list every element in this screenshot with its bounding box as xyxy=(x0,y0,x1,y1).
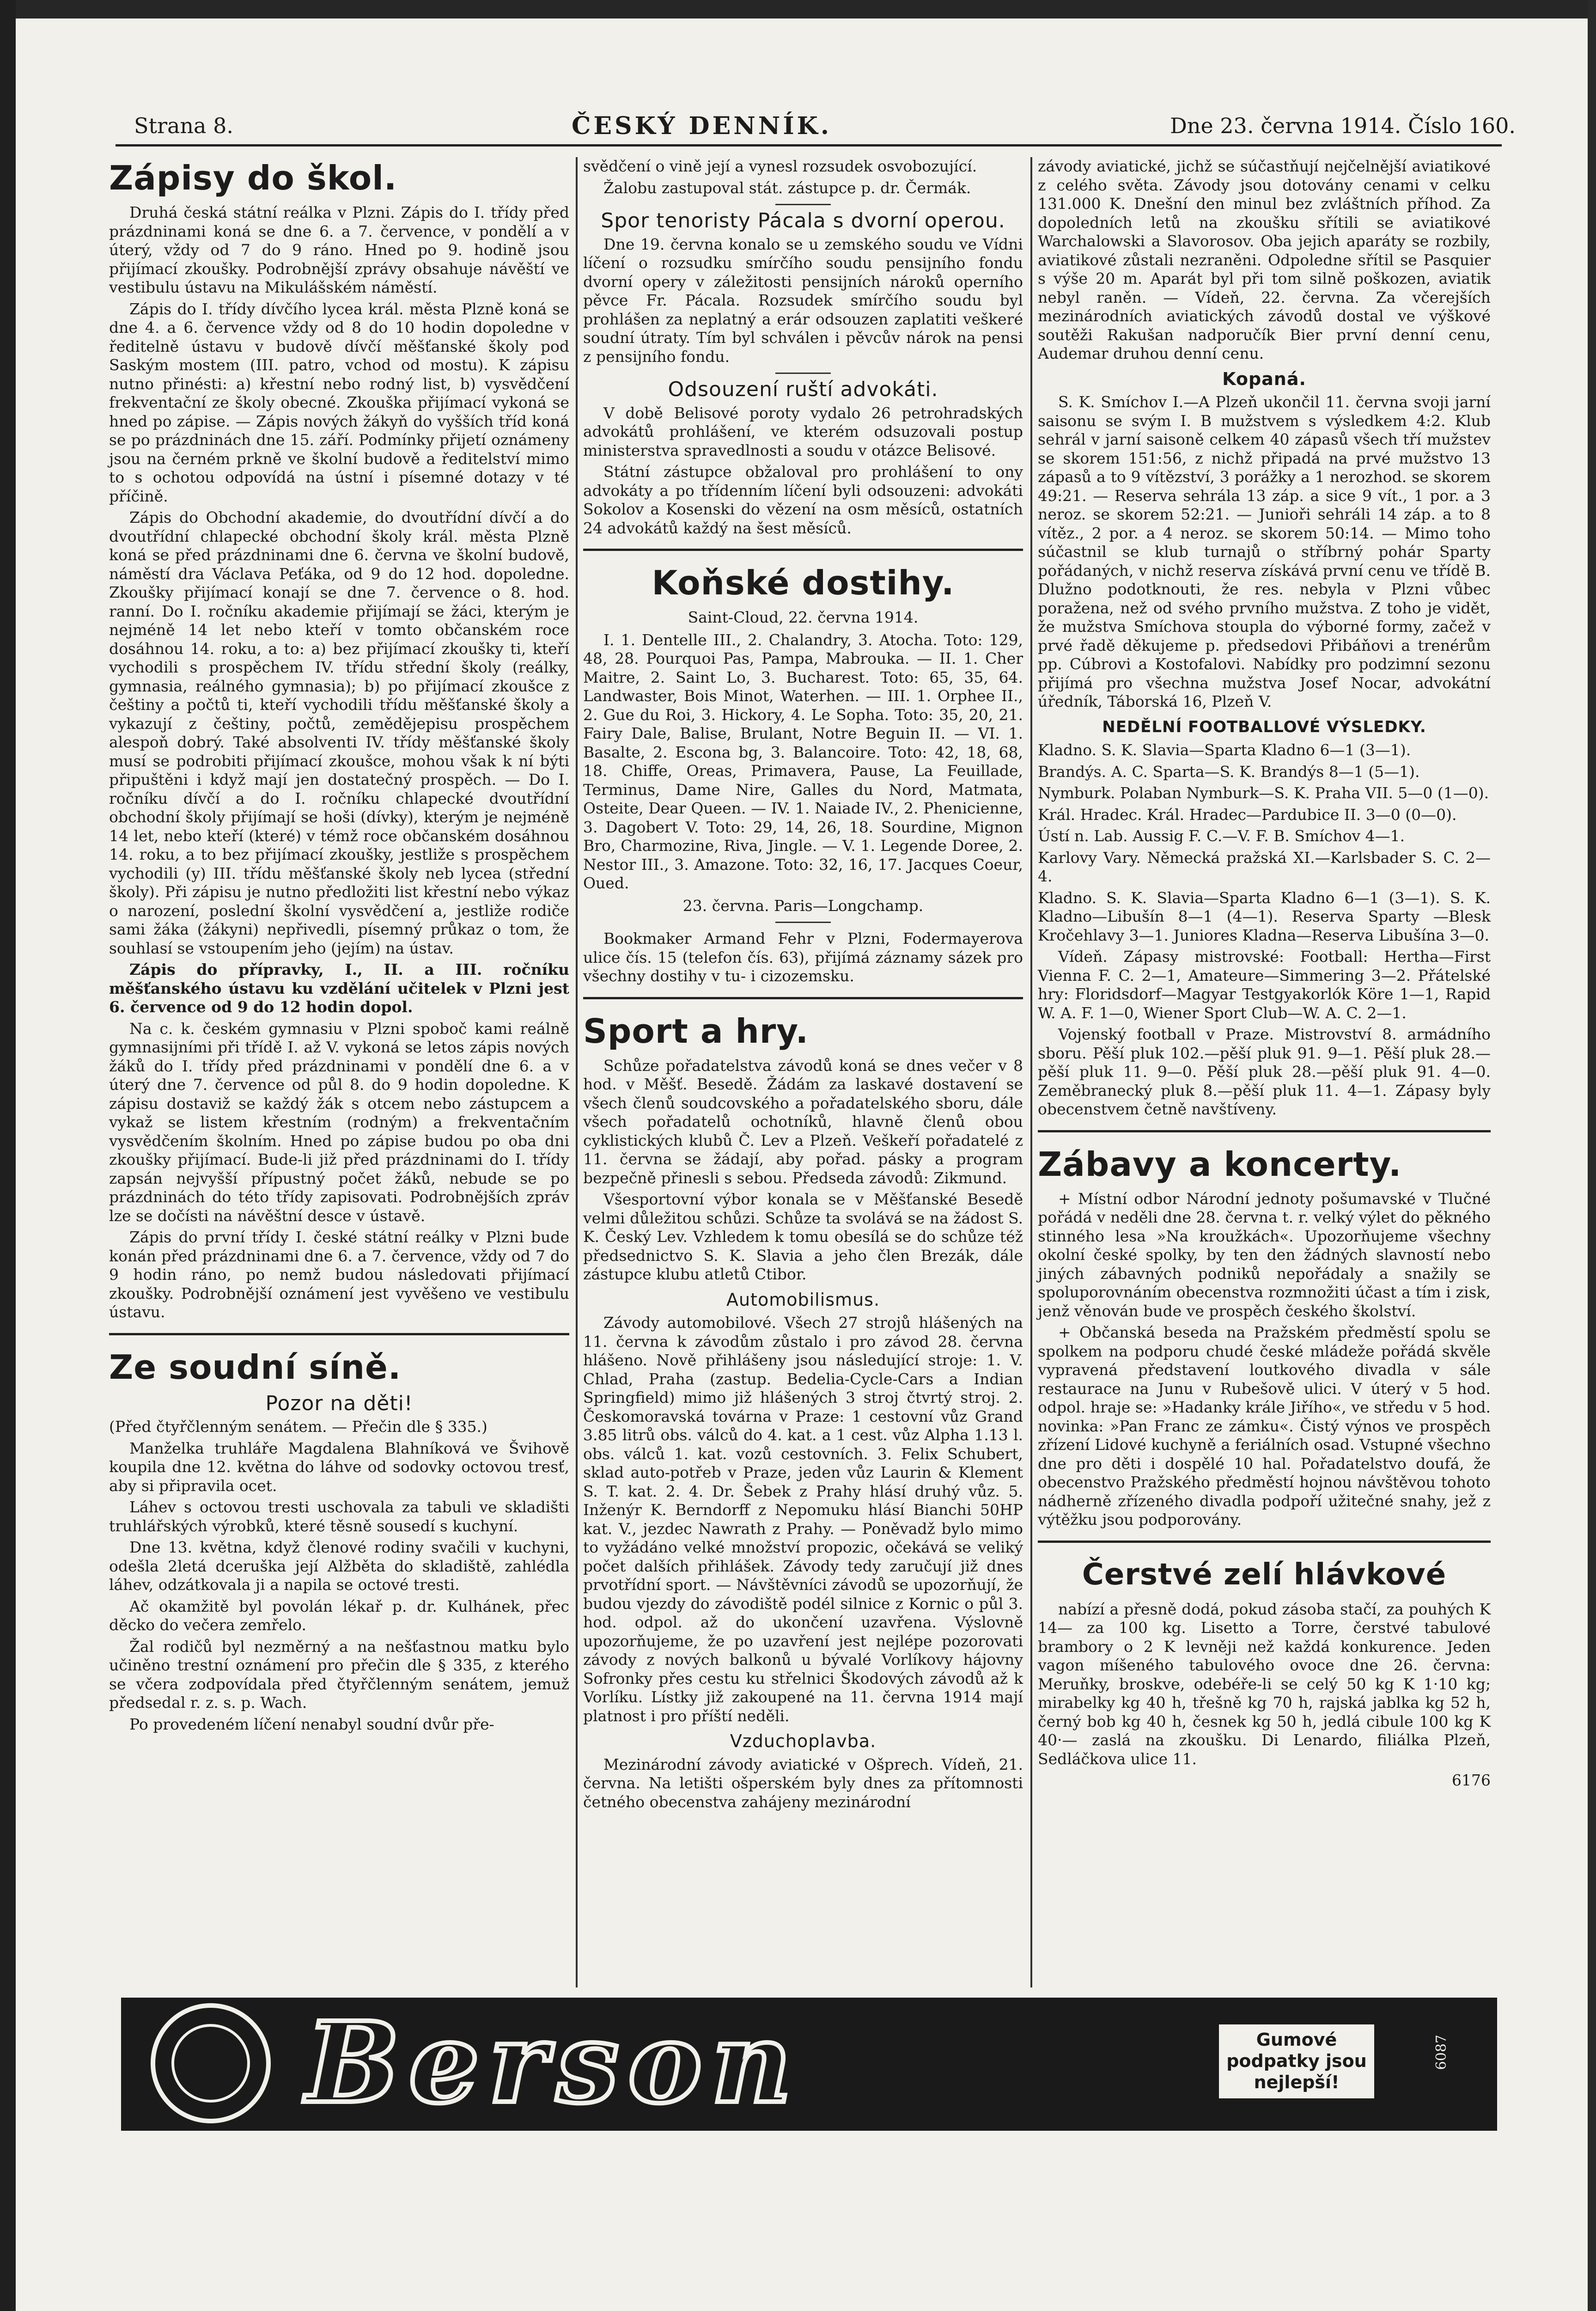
article-paragraph: závody aviatické, jichž se súčastňují nejčelnější aviatikové z celého světa. Závody jsou dotovány cenami v celku 131.000 K. Dnešní den minul bez zvláštních příhod. Za dopoledních letů na zkoušku sřítili se aviatikové Warchalowski a Slavorosov. Oba jejich aparáty se rozbily, aviatikové zůstali nezraněni. Odpoledne sřítil se Pasquier s výše 20 m. Aparát byl při tom silně poškozen, aviatik nebyl raněn. — Vídeň, 22. června. Za včerejších mezinárodních aviatických závodů dostal ve výškové soutěži Rakušan nadporučík Bier první denní cenu, Audemar druhou denní cenu. xyxy=(1038,157,1491,362)
berson-advertisement xyxy=(121,1998,1497,2131)
article-paragraph: Zápis do první třídy I. české státní reálky v Plzni bude konán před prázdninami dne 6. a 7. července, vždy od 7 do 9 hodin ráno, po nemž budou následovati přijímací zkoušky. Podrobnější oznámení jest vyvěšeno ve vestibulu ústavu. xyxy=(109,1228,569,1321)
race-place: Saint-Cloud, 22. června 1914. xyxy=(688,608,919,626)
result-line: Ústí n. Lab. Aussig F. C.—V. F. B. Smíchov 4—1. xyxy=(1038,827,1405,845)
article-paragraph: nabízí a přesně dodá, pokud zásoba stačí, za pouhých K 14— za 100 kg. Lisetto a Torre, čerstvé tabulové brambory o 2 K levněji než každá konkurence. Jeden vagon míšeného tabulového ovoce dne 26. června: Meruňky, broskve, odebéře-li se celý 50 kg K 1·10 kg; mirabelky kg 40 h, třešně kg 70 h, rajská jablka kg 52 h, černý bob kg 40 h, česnek kg 50 h, jedlá cibule 100 kg K 40·— zaslá na zkoušku. Di Lenardo, filiálka Plzeň, Sedláčkova ulice 11. xyxy=(1038,1600,1491,1768)
short-rule xyxy=(775,373,831,374)
article-paragraph: Mezinárodní závody aviatické v Ošprech. Vídeň, 21. června. Na letišti ošperském byly dnes za přítomnosti četného obecenstva zahájeny mezinárodní xyxy=(583,1755,1023,1811)
article-paragraph: Závody automobilové. Všech 27 strojů hlášených na 11. června k závodům zůstalo i pro závod 28. června hlášeno. Nově přihlášeny jsou následující stroje: 1. V. Chlad, Praha (zastup. Bedelia-Cycle-Cars a Indian Springfield) mimo již hlášených 3 stroj čtvrtý stroj. 2. Českomoravská továrna v Praze: 1 cestovní vůz Grand 3.85 litrů obs. válců do 4. kat. a 1 cest. vůz Alpha 1.13 l. obs. válců 1. kat. vozů cestovních. 3. Felix Schubert, sklad auto-potřeb v Praze, jeden vůz Laurin & Klement S. T. kat. 2. 4. Dr. Šebek z Prahy hlásí druhý vůz. 5. Inženýr K. Berndorff z Nepomuku hlásí Bianchi 50HP kat. V., jezdec Nawrath z Prahy. — Poněvadž bylo mimo to vyžádáno velké množství propozic, očekává se veliký počet dalších přihlášek. Závody tedy zaručují již dnes prvotřídní sport. — Návštěvníci závodů se upozorňují, že budou vjezdy do závodiště podél silnice z Kornic o půl 3. hod. odpol. až do ukončení uzavřena. Výslovně upozorňujeme, že po uzavření jest nejlépe pozorovati závody z nových balkonů u bývalé Vorlíkovy hájovny Sofronky přes cestu ku střelnici Škodových závodů až k Vorlíku. Lístky již zakoupené na 11. června 1914 mají platnost i pro příští neděli. xyxy=(583,1314,1023,1725)
ad-code: 6176 xyxy=(1452,1771,1491,1789)
subheading-vzducho: Vzduchoplavba. xyxy=(730,1731,877,1751)
issue-number: Číslo 160. xyxy=(1408,113,1516,138)
column-rule-2 xyxy=(1030,157,1032,1987)
heading-zeli: Čerstvé zelí hlávkové xyxy=(1082,1557,1447,1592)
article-paragraph: S. K. Smíchov I.—A Plzeň ukončil 11. června svoji jarní saisonu se svým I. B mužstvem s výsledkem 4:2. Klub sehrál v jarní saisoně celkem 40 zápasů všech tří mužstev se skorem 151:56, z nichž připadá na prvé mužstvo 13 zápasů a to 9 vítězství, 3 porážky a 1 nerozhod. se skorem 49:21. — Reserva sehrála 13 záp. a sice 9 vít., 1 por. a 3 neroz. se skorem 52:21. — Junioři sehráli 14 záp. a to 8 vítěz., 2 por. a 4 neroz. se skorem 50:14. — Mimo toho súčastnil se klub turnajů o stříbrný pohár Sparty pořádaných, v nichž reserva získává první cenu ve třídě B. Dlužno podotknouti, že res. nebyla v Plzni vůbec poražena, než od svého prvního mužstva. Z toho je vidět, že mužstva Smíchova stoupla do výborné formy, začež v prvé řadě děkujeme p. předsedovi Přibáňovi a trenérům pp. Cúbrovi a Kostofalovi. Nabídky pro podzimní sezonu přijímá pro všechna mužstva Josef Nocar, advokátní úředník, Táborská 16, Plzeň V. xyxy=(1038,393,1491,710)
heading-zabavy: Zábavy a koncerty. xyxy=(1038,1144,1402,1184)
ad-slogan: Gumové podpatky jsou nejlepší! xyxy=(1219,2024,1374,2098)
result-line: Karlovy Vary. Německá pražská XI.—Karlsbader S. C. 2—4. xyxy=(1038,848,1491,885)
article-paragraph: (Před čtyřčlenným senátem. — Přečin dle § 335.) xyxy=(109,1418,487,1436)
article-paragraph: Žalobu zastupoval stát. zástupce p. dr. Čermák. xyxy=(603,178,971,197)
section-rule xyxy=(109,1333,569,1335)
article-paragraph: V době Belisové poroty vydalo 26 petrohradských advokátů prohlášení, ve kterém odsuzovali postup ministerstva spravedlnosti a soudu v otázce Belisové. xyxy=(583,404,1023,459)
article-paragraph: Druhá česká státní reálka v Plzni. Zápis do I. třídy před prázdninami koná se dne 6. a 7. července, v pondělí a v úterý, vždy od 7 do 9 ráno. Hned po 9. hodině jsou přijímací zkoušky. Podrobnější zprávy obsahuje návěští ve vestibulu ústavu na Mikulášském náměstí. xyxy=(109,203,569,296)
scan-border-left xyxy=(0,0,16,2311)
section-rule xyxy=(1038,1541,1491,1543)
subheading-spor: Spor tenoristy Pácala s dvorní operou. xyxy=(601,209,1005,232)
article-paragraph: + Místní odbor Národní jednoty pošumavské v Tlučné pořádá v neděli dne 28. června t. r. velký výlet do pěkného stinného lesa »Na kroužkách«. Upozorňujeme všechny okolní české spolky, by ten den žádných slavností nebo jiných zábavných podniků nepořádaly a snažily se spoluporovnáním obecenstva rozmnožiti účast a tím i zisk, jenž věnován bude ve prospěch českého školství. xyxy=(1038,1189,1491,1320)
result-line: Kladno. S. K. Slavia—Sparta Kladno 6—1 (3—1). S. K. Kladno—Libušín 8—1 (4—1). Reserva Sparty —Blesk Kročehlavy 3—1. Juniores Kladna—Reserva Libušína 3—0. xyxy=(1038,888,1491,944)
ad-code-vertical: 6087 xyxy=(1433,2035,1450,2070)
article-paragraph: I. 1. Dentelle III., 2. Chalandry, 3. Atocha. Toto: 129, 48, 28. Pourquoi Pas, Pampa, Mabrouka. — II. 1. Cher Maitre, 2. Saint Lo, 3. Bucharest. Toto: 65, 35, 64. Landwaster, Bois Minot, Waterhen. — III. 1. Orphee II., 2. Gue du Roi, 3. Hickory, 4. Le Sopha. Toto: 35, 20, 21. Fairy Dale, Balise, Brulant, Notre Beguin II. — VI. 1. Basalte, 2. Escona bg, 3. Balancoire. Toto: 42, 18, 68, 18. Chiffe, Oreas, Primavera, Pause, La Feuillade, Terminus, Dame Nire, Galles du Nord, Matmata, Osteite, Dear Queen. — IV. 1. Naiade IV., 2. Phenicienne, 3. Dagobert V. Toto: 29, 14, 26, 18. Sourdine, Mignon Bro, Charmozine, Riva, Jingle. — V. 1. Legende Doree, 2. Nestor III., 3. Amazone. Toto: 32, 16, 17. Jacques Coeur, Oued. xyxy=(583,630,1023,892)
article-paragraph: Zápis do I. třídy dívčího lycea král. města Plzně koná se dne 4. a 6. července vždy od 8 do 10 hodin dopoledne v ředitelně ústavu v budově dívčí měšťanské školy pod Saským mostem (III. patro, vchod od mostu). K zápisu nutno přinésti: a) křestní nebo rodný list, b) vysvědčení frekventační ze školy obecné. Zkouška přijímací vykoná se hned po zápise. — Zápis nových žákyň do vyšších tříd koná se po prázdninách dne 15. září. Podmínky přijetí oznámeny jsou na černém prkně ve školní budově a ředitelství mimo to s ochotou odpovídá na ústní i písemné dotazy v té příčině. xyxy=(109,300,569,505)
stamp-inner-ring xyxy=(171,2024,250,2103)
ad-brand-name: Berson xyxy=(306,1998,801,2128)
scan-border-top xyxy=(0,0,1596,18)
result-line: Král. Hradec. Král. Hradec—Pardubice II. 3—0 (0—0). xyxy=(1038,805,1457,824)
result-line: Kladno. S. K. Slavia—Sparta Kladno 6—1 (3—1). xyxy=(1038,741,1411,759)
result-line: Nymburk. Polaban Nymburk—S. K. Praha VII. 5—0 (1—0). xyxy=(1038,784,1489,802)
subheading-pozor: Pozor na děti! xyxy=(265,1391,413,1415)
column-1 xyxy=(109,157,569,1736)
article-paragraph: Vídeň. Zápasy mistrovské: Football: Hertha—First Vienna F. C. 2—1, Amateure—Simmering 3—2. Přátelské hry: Floridsdorf—Magyar Testgyakorlók Köre 1—1, Rapid W. A. F. 1—0, Wiener Sport Club—W. A. C. 2—1. xyxy=(1038,948,1491,1022)
article-paragraph: Manželka truhláře Magdalena Blahníková ve Švihově koupila dne 12. května do láhve od sodovky octovou tresť, aby si připravila ocet. xyxy=(109,1439,569,1495)
article-paragraph: Dne 13. května, když členové rodiny svačili v kuchyni, odešla 2letá dceruška její Alžběta do skladiště, zahlédla láhev, odzátkovala ji a napila se octové tresti. xyxy=(109,1538,569,1594)
article-paragraph: svědčení o vině její a vynesl rozsudek osvobozující. xyxy=(583,157,977,175)
article-paragraph: Žal rodičů byl nezměrný a na nešťastnou matku bylo učiněno trestní oznámení pro přečin dle § 335, z kterého se včera zodpovídala před čtyřčlenným senátem, jemuž předsedal r. z. s. p. Wach. xyxy=(109,1637,569,1712)
page-number: Strana 8. xyxy=(134,113,233,138)
article-paragraph: Dne 19. června konalo se u zemského soudu ve Vídni líčení o rozsudku smírčího soudu pensijního fondu dvorní opery v záležitosti pensijních nároků operního pěvce Fr. Pácala. Rozsudek smírčího soudu byl prohlášen za neplatný a erár odsouzen zaplatiti veškeré soudní útraty. Tím byl schválen i pěvcův nárok na pensi z pensijního fondu. xyxy=(583,235,1023,366)
article-paragraph: Státní zástupce obžaloval pro prohlášení to ony advokáty a po třídenním líčení byli odsouzeni: advokáti Sokolov a Kosenski do vězení na osm měsíců, ostatních 24 advokátů každý na šest měsíců. xyxy=(583,463,1023,537)
article-paragraph: Bookmaker Armand Fehr v Plzni, Fodermayerova ulice čís. 15 (telefon čís. 63), přijímá záznamy sázek pro všechny dostihy v tu- i cizozemsku. xyxy=(583,929,1023,985)
article-paragraph: Zápis do Obchodní akademie, do dvoutřídní dívčí a do dvoutřídní chlapecké obchodní školy král. města Plzně koná se před prázdninami dne 6. června ve školní budově, náměstí dra Václava Peťáka, od 9 do 12 hod. dopoledne. Zkoušky přijímací konají se dne 7. července o 8. hod. ranní. Do I. ročníku akademie přijímají se žáci, kterým je nejméně 14 let nebo kteří v tomto občanském roce dosáhnou 14. roku, a to: a) bez přijímací zkoušky ti, kteří vychodili s prospěchem IV. třídu střední školy (reálky, gymnasia, reálného gymnasia); b) po přijímací zkoušce z češtiny a počtů ti, kteří vychodili třídu měšťanské školy a vykazují z češtiny, počtů, zemědějepisu prospěchem alespoň dobrý. Také absolventi IV. třídy měšťanské školy musí se podrobiti přijímací zkoušce, mohou však k ní býti připuštěni i když mají jen dostatečný prospěch. — Do I. ročníku dívčí a do I. ročníku chlapecké dvoutřídní obchodní školy přijímají se hoši (dívky), kterým je nejméně 14 let, nebo kteří (které) v témž roce občanském dosáhnou 14. roku, a to bez přijímací zkoušky, jestliže s prospěchem vychodili (y) III. třídu měšťanské školy neb lycea (střední školy). Při zápisu je nutno předložiti list křestní nebo výkaz o narození, poslední školní vysvědčení a, jestliže rodiče sami žáka (žákyni) nepřivedli, písemný průkaz o tom, že souhlasí se vstoupením jeho (jejím) na ústav. xyxy=(109,508,569,957)
header-rule xyxy=(116,144,1502,147)
subheading-football-results: NEDĚLNÍ FOOTBALLOVÉ VÝSLEDKY. xyxy=(1102,717,1426,736)
article-paragraph: Vojenský football v Praze. Mistrovství 8. armádního sboru. Pěší pluk 102.—pěší pluk 91. 9—1. Pěší pluk 28.—pěší pluk 11. 9—0. Pěší pluk 28.—pěší pluk 91. 4—0. Zeměbranecký pluk 8.—pěší pluk 11. 4—1. Zápasy byly obecenstvem četně navštíveny. xyxy=(1038,1025,1491,1118)
column-2 xyxy=(583,157,1023,1814)
column-3 xyxy=(1038,157,1491,1790)
section-rule xyxy=(583,997,1023,999)
issue-info xyxy=(1170,113,1516,138)
article-paragraph: Ač okamžitě byl povolán lékař p. dr. Kulhánek, přec děcko do večera zemřelo. xyxy=(109,1597,569,1634)
subheading-auto: Automobilismus. xyxy=(726,1289,880,1310)
short-rule xyxy=(775,922,831,923)
short-rule xyxy=(775,204,831,205)
subheading-kopana: Kopaná. xyxy=(1222,368,1306,389)
berson-stamp-logo xyxy=(151,2003,271,2123)
page-header xyxy=(134,107,1516,144)
issue-date: Dne 23. června 1914. xyxy=(1170,113,1401,138)
section-rule xyxy=(1038,1130,1491,1132)
heading-soudni: Ze soudní síně. xyxy=(109,1347,402,1387)
article-paragraph: Po provedeném líčení nenabyl soudní dvůr pře- xyxy=(129,1715,494,1733)
heading-zapisy: Zápisy do škol. xyxy=(109,159,397,197)
newspaper-title: ČESKÝ DENNÍK. xyxy=(571,111,832,140)
column-rule-1 xyxy=(576,157,578,1987)
article-paragraph: Láhev s octovou tresti uschovala za tabuli ve skladišti truhlářských výrobků, které těsně sousedí s kuchyní. xyxy=(109,1498,569,1535)
section-rule xyxy=(583,549,1023,551)
race-next: 23. června. Paris—Longchamp. xyxy=(682,896,924,915)
article-paragraph: Schůze pořadatelstva závodů koná se dnes večer v 8 hod. v Měšť. Besedě. Žádám za laskavé dostavení se všech členů soudcovského a pořadatelského sboru, dále všech pořadatelů ochotníků, hlavně členů obou cyklistických klubů Č. Lev a Plzeň. Veškeří pořadatelé z 11. června se žádají, aby pořad. pásky a program bezpečně přinesli s sebou. Předseda závodů: Zikmund. xyxy=(583,1056,1023,1187)
article-paragraph: Na c. k. českém gymnasiu v Plzni spoboč kami reálně gymnasijními při třídě I. až V. vykoná se letos zápis nových žáků do I. třídy před prázdninami v pondělí dne 6. a v úterý dne 7. července od půl 8. do 9 hodin dopoledne. K zápisu dostaviž se každý žák s otcem nebo zástupcem a vykaž se listem křestním (rodným) a frekventačním vysvědčením školním. Hned po zápise budou po oba dni zkoušky přijímací. Bude-li již před prázdninami do I. třídy zapsán nejvyšší přípustný počet žáků, nebude se po prázdninách do této třídy zapisovati. Podrobnějších zpráv lze se dočísti na návěštní desce v ústavě. xyxy=(109,1019,569,1225)
scan-border-right xyxy=(1588,0,1596,2311)
article-paragraph: Všesportovní výbor konala se v Měšťanské Besedě velmi důležitou schůzi. Schůze ta svolává se na žádost S. K. Český Lev. Vzhledem k tomu obesílá se do schůze též předsednictvo S. K. Slavia a jeho člen Brezák, dále zástupce klubu atletů Ctibor. xyxy=(583,1190,1023,1283)
heading-sport: Sport a hry. xyxy=(583,1011,809,1051)
result-line: Brandýs. A. C. Sparta—S. K. Brandýs 8—1 (5—1). xyxy=(1038,762,1420,781)
heading-konske: Koňské dostihy. xyxy=(652,563,955,602)
article-paragraph: + Občanská beseda na Pražském předměstí spolu se spolkem na podporu chudé české mládeže pořádá skvěle vypravená představení loutkového divadla v sále restaurace na Junu v Rubešově ulici. V úterý v 5 hod. odpol. hraje se: »Hadanky krále Jiřího«, ve středu v 5 hod. novinka: »Pan Franc ze zámku«. Čistý výnos ve prospěch zřízení Lidové kuchyně a feriálních osad. Vstupné všechno dne pro děti i dospělé 10 hal. Pořadatelstvo doufá, že obecenstvo Pražského předměstí hojnou návštěvou tohoto nádherně zřízeného divadla podpoří užitečné snahy, jež z výtěžku jsou podporovány. xyxy=(1038,1323,1491,1528)
article-paragraph: Zápis do přípravky, I., II. a III. ročníku měšťanského ústavu ku vzdělání učitelek v Plzni jest 6. července od 9 do 12 hodin dopol. xyxy=(109,960,569,1016)
subheading-odsouzeni: Odsouzení ruští advokáti. xyxy=(668,378,938,401)
